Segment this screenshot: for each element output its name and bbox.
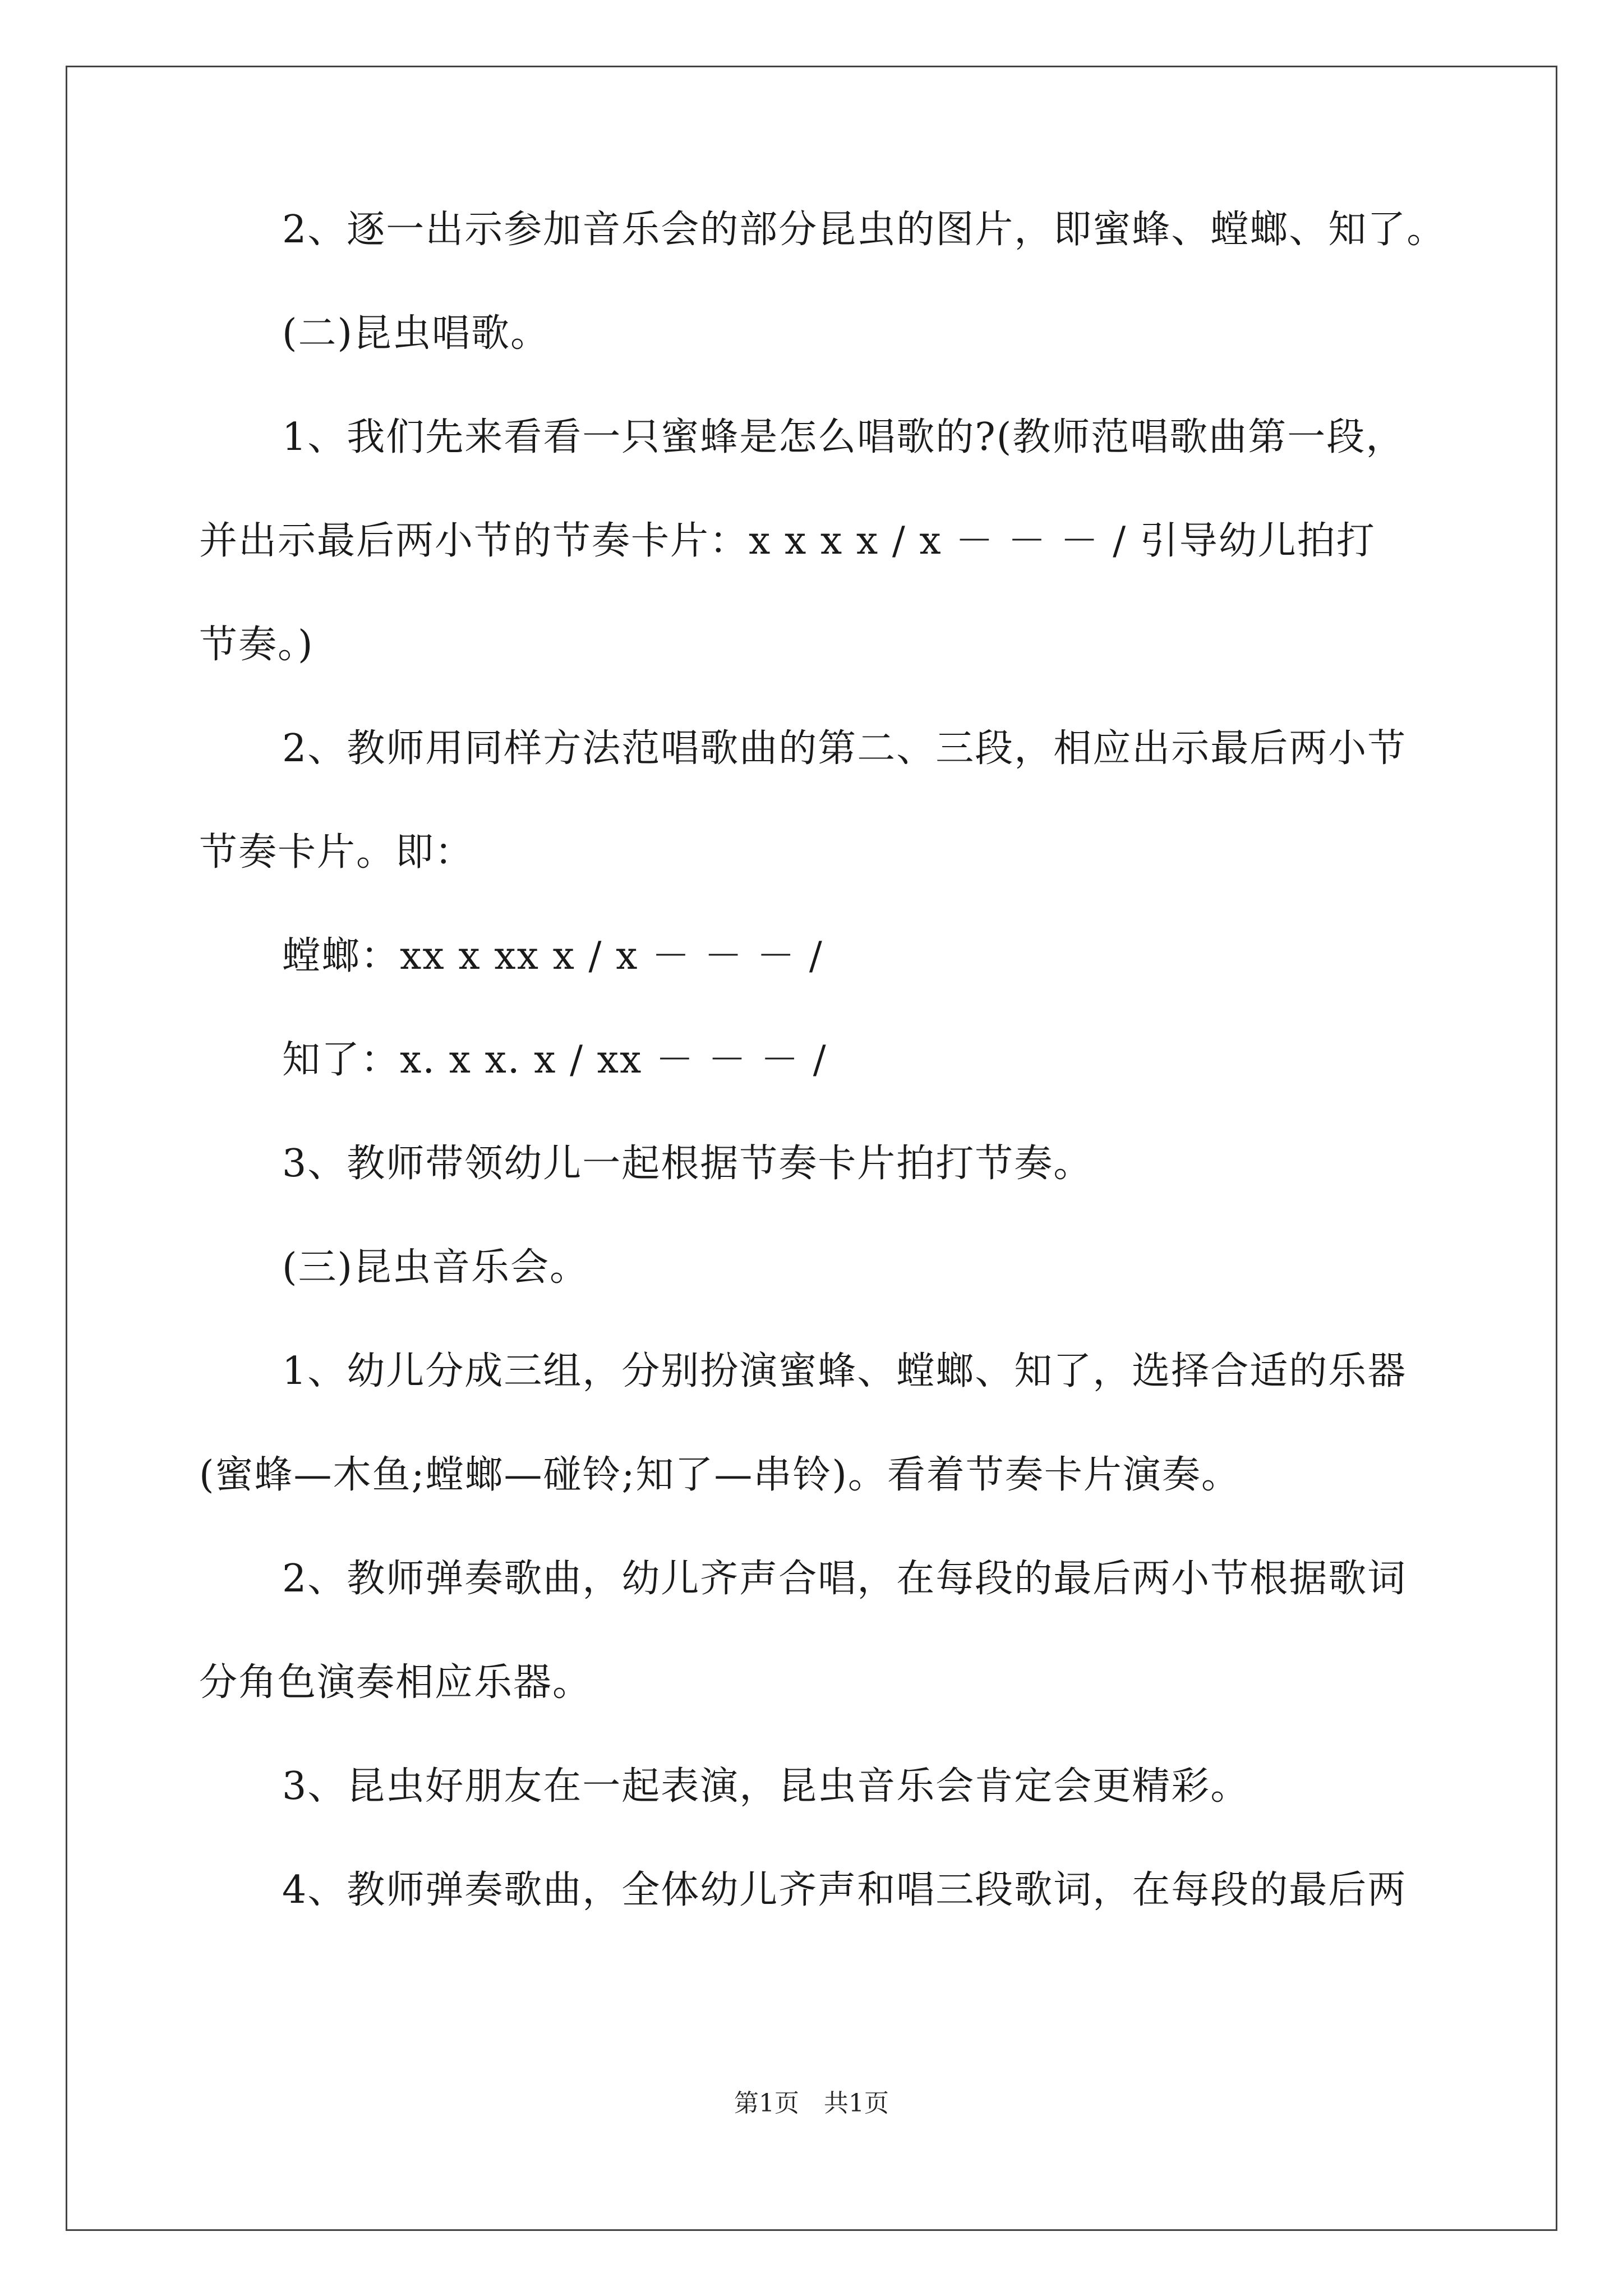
- paragraph-line: 2、教师用同样方法范唱歌曲的第二、三段，相应出示最后两小节: [282, 726, 1407, 771]
- paragraph-line: 分角色演奏相应乐器。: [199, 1660, 592, 1705]
- section-heading: (三)昆虫音乐会。: [282, 1245, 589, 1290]
- paragraph-line: 节奏。): [199, 623, 314, 667]
- paragraph-line: 2、教师弹奏歌曲，幼儿齐声合唱，在每段的最后两小节根据歌词: [282, 1557, 1407, 1601]
- rhythm-line: 知了：x. x x. x / xx － － － /: [282, 1038, 827, 1082]
- paragraph-line: 节奏卡片。即：: [199, 830, 474, 875]
- paragraph-line: 3、昆虫好朋友在一起表演，昆虫音乐会肯定会更精彩。: [282, 1764, 1250, 1809]
- page-number: 第1页 共1页: [734, 2089, 889, 2118]
- paragraph-line: (蜜蜂—木鱼;螳螂—碰铃;知了—串铃)。看着节奏卡片演奏。: [199, 1453, 1241, 1497]
- paragraph-line: 2、逐一出示参加音乐会的部分昆虫的图片，即蜜蜂、螳螂、知了。: [282, 208, 1446, 252]
- paragraph-line: 并出示最后两小节的节奏卡片：x x x x / x － － － / 引导幼儿拍打: [199, 519, 1376, 563]
- paragraph-line: 1、幼儿分成三组，分别扮演蜜蜂、螳螂、知了，选择合适的乐器: [282, 1349, 1407, 1393]
- paragraph-line: 4、教师弹奏歌曲，全体幼儿齐声和唱三段歌词，在每段的最后两: [282, 1868, 1407, 1912]
- section-heading: (二)昆虫唱歌。: [282, 311, 550, 356]
- rhythm-line: 螳螂：xx x xx x / x － － － /: [282, 934, 823, 978]
- paragraph-line: 1、我们先来看看一只蜜蜂是怎么唱歌的?(教师范唱歌曲第一段，: [282, 415, 1405, 459]
- paragraph-line: 3、教师带领幼儿一起根据节奏卡片拍打节奏。: [282, 1142, 1093, 1186]
